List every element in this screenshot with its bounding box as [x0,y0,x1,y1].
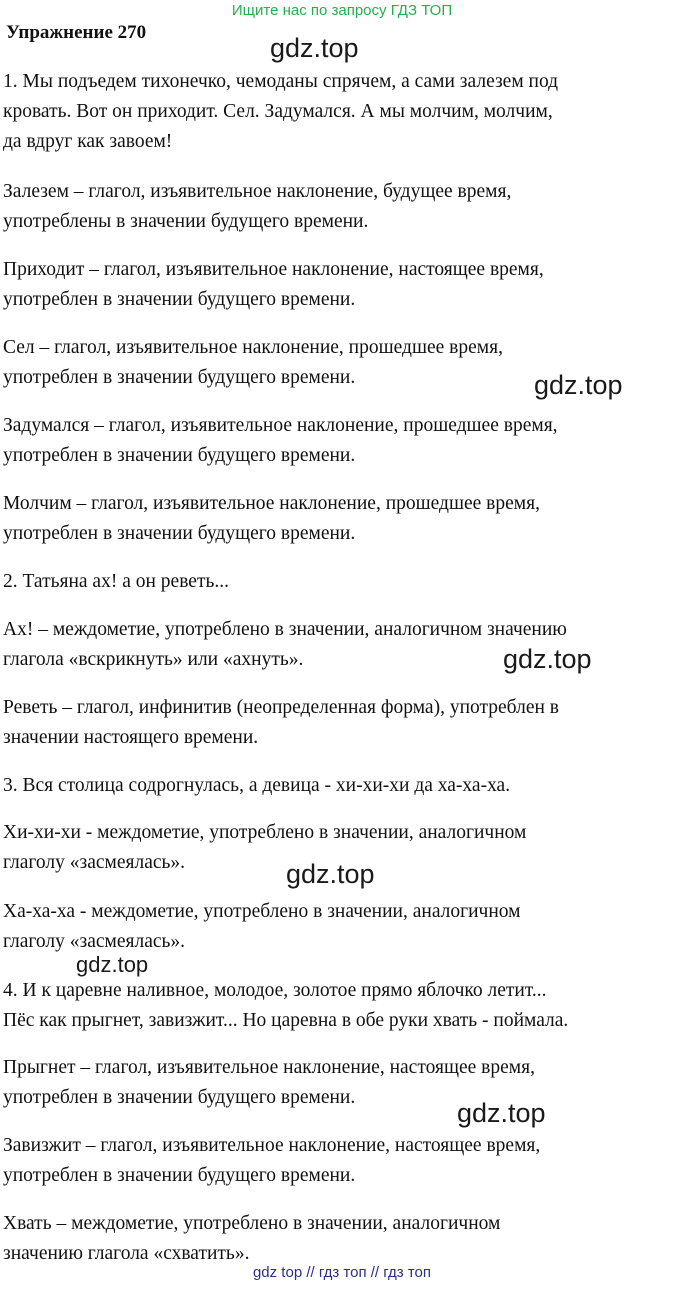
paragraph-6: Молчим – глагол, изъявительное наклонение, прошедшее время, употреблен в значении будущего времени. [3,493,540,544]
paragraph-4: Сел – глагол, изъявительное наклонение, прошедшее время, употреблен в значении будущего времени. [3,337,503,388]
watermark: gdz.top [503,644,592,674]
footer: gdz top // гдз топ // гдз топ [252,1264,432,1281]
watermark: gdz.top [76,952,149,977]
paragraph-16: Хвать – междометие, употреблено в значении, аналогичном значению глагола «схватить». [3,1213,501,1264]
paragraph-1: 1. Мы подъедем тихонечко, чемоданы спрячем, а сами залезем под кровать. Вот он приходит. Сел. Задумался. А мы молчим, молчим, да вдруг как завоем! [3,71,559,152]
watermark: gdz.top [286,859,375,889]
paragraph-11: Хи-хи-хи - междометие, употреблено в значении, аналогичном глаголу «засмеялась». [3,822,527,873]
exercise-title: Упражнение 270 [6,22,147,43]
paragraph-2: Залезем – глагол, изъявительное наклонение, будущее время, употреблены в значении будущего времени. [3,181,512,232]
paragraph-14: Прыгнет – глагол, изъявительное наклонение, настоящее время, употреблен в значении будущего времени. [3,1057,535,1108]
paragraph-7: 2. Татьяна ах! а он реветь... [3,571,229,592]
paragraph-12: Ха-ха-ха - междометие, употреблено в значении, аналогичном глаголу «засмеялась». [3,901,521,952]
paragraph-3: Приходит – глагол, изъявительное наклонение, настоящее время, употреблен в значении будущего времени. [3,259,544,310]
paragraph-9: Реветь – глагол, инфинитив (неопределенная форма), употреблен в значении настоящего времени. [3,697,560,748]
top-banner: Ищите нас по запросу ГДЗ ТОП [231,2,453,19]
paragraph-10: 3. Вся столица содрогнулась, а девица - хи-хи-хи да ха-ха-ха. [3,775,511,796]
watermark: gdz.top [457,1098,546,1128]
watermark: gdz.top [534,370,623,400]
watermark: gdz.top [270,33,359,63]
paragraph-5: Задумался – глагол, изъявительное наклонение, прошедшее время, употреблен в значении будущего времени. [3,415,558,466]
paragraph-8: Ах! – междометие, употреблено в значении, аналогичном значению глагола «вскрикнуть» или «ахнуть». [3,619,567,670]
paragraph-13: 4. И к царевне наливное, молодое, золотое прямо яблочко летит... Пёс как прыгнет, завизжит... Но царевна в обе руки хвать - поймала. [3,980,569,1031]
paragraph-15: Завизжит – глагол, изъявительное наклонение, настоящее время, употреблен в значении будущего времени. [3,1135,541,1186]
